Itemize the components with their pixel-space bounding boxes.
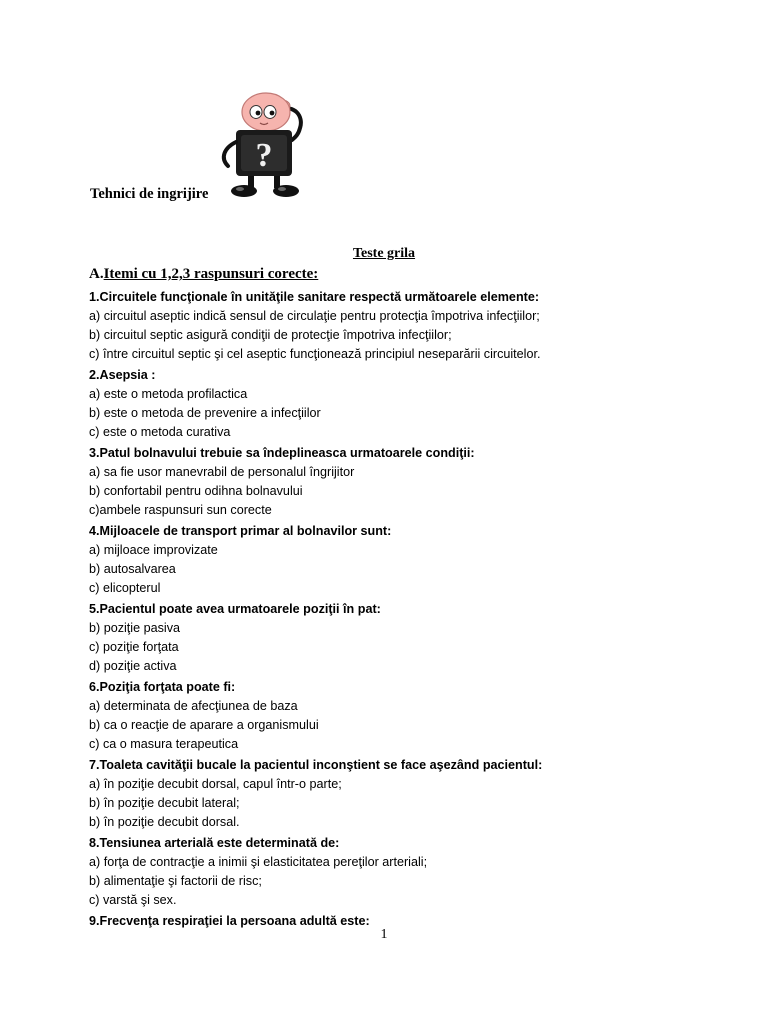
answer-option: c) poziţie forţata (89, 640, 179, 654)
subsection-title: Itemi cu 1,2,3 raspunsuri corecte: (103, 266, 319, 282)
answer-option: c) este o metoda curativa (89, 425, 231, 439)
answer-option: a) mijloace improvizate (89, 543, 218, 557)
question-text: 5.Pacientul poate avea urmatoarele poziţii în pat: (89, 602, 381, 616)
question-text: 2.Asepsia : (89, 368, 156, 382)
answer-option: a) în poziţie decubit dorsal, capul într-o parte; (89, 777, 342, 791)
subsection-prefix: A. (89, 266, 104, 282)
question-text: 6.Poziţia forţata poate fi: (89, 680, 236, 694)
document-title: Tehnici de ingrijire (90, 186, 209, 202)
answer-option: c) elicopterul (89, 581, 161, 595)
answer-option: b) alimentaţie şi factorii de risc; (89, 874, 262, 888)
svg-text:?: ? (255, 137, 273, 174)
answer-option: b) în poziţie decubit dorsal. (89, 815, 240, 829)
question-item (89, 288, 729, 364)
subsection-heading (89, 266, 318, 283)
question-item (89, 600, 729, 676)
answer-option: b) în poziţie decubit lateral; (89, 796, 240, 810)
question-item (89, 756, 729, 832)
answer-option: c) varstă şi sex. (89, 893, 177, 907)
question-item (89, 678, 729, 754)
answer-option: b) poziţie pasiva (89, 621, 181, 635)
answer-option: b) autosalvarea (89, 562, 176, 576)
answer-option: a) este o metoda profilactica (89, 387, 248, 401)
question-list (89, 288, 729, 931)
answer-option: c) ca o masura terapeutica (89, 737, 239, 751)
question-item (89, 366, 729, 442)
answer-option: b) este o metoda de prevenire a infecţiilor (89, 406, 321, 420)
answer-option: b) ca o reacţie de aparare a organismului (89, 718, 319, 732)
question-item (89, 444, 729, 520)
answer-option: a) sa fie usor manevrabil de personalul îngrijitor (89, 465, 355, 479)
answer-option: a) determinata de afecţiunea de baza (89, 699, 298, 713)
answer-option: c)ambele raspunsuri sun corecte (89, 503, 272, 517)
question-text: 1.Circuitele funcţionale în unităţile sanitare respectă următoarele elemente: (89, 290, 540, 304)
question-text: 9.Frecvenţa respiraţiei la persoana adultă este: (89, 914, 370, 928)
page-number: 1 (380, 927, 388, 942)
question-item (89, 834, 729, 910)
answer-option: b) circuitul septic asigură condiţii de protecţie împotriva infecţiilor; (89, 328, 452, 342)
question-text: 3.Patul bolnavului trebuie sa îndeplineasca urmatoarele condiţii: (89, 446, 475, 460)
answer-option: a) forţa de contracţie a inimii şi elasticitatea pereţilor arteriali; (89, 855, 428, 869)
answer-option: c) între circuitul septic şi cel aseptic funcţionează principiul neseparării circuitelor. (89, 347, 541, 361)
answer-option: b) confortabil pentru odihna bolnavului (89, 484, 303, 498)
question-text: 4.Mijloacele de transport primar al bolnavilor sunt: (89, 524, 392, 538)
question-mark-mascot-icon (214, 90, 308, 202)
question-text: 8.Tensiunea arterială este determinată de: (89, 836, 340, 850)
answer-option: d) poziţie activa (89, 659, 177, 673)
question-text: 7.Toaleta cavităţii bucale la pacientul inconştient se face aşezând pacientul: (89, 758, 543, 772)
answer-option: a) circuitul aseptic indică sensul de circulaţie pentru protecţia împotriva infecţiilor; (89, 309, 540, 323)
question-item (89, 522, 729, 598)
section-title: Teste grila (352, 246, 416, 261)
